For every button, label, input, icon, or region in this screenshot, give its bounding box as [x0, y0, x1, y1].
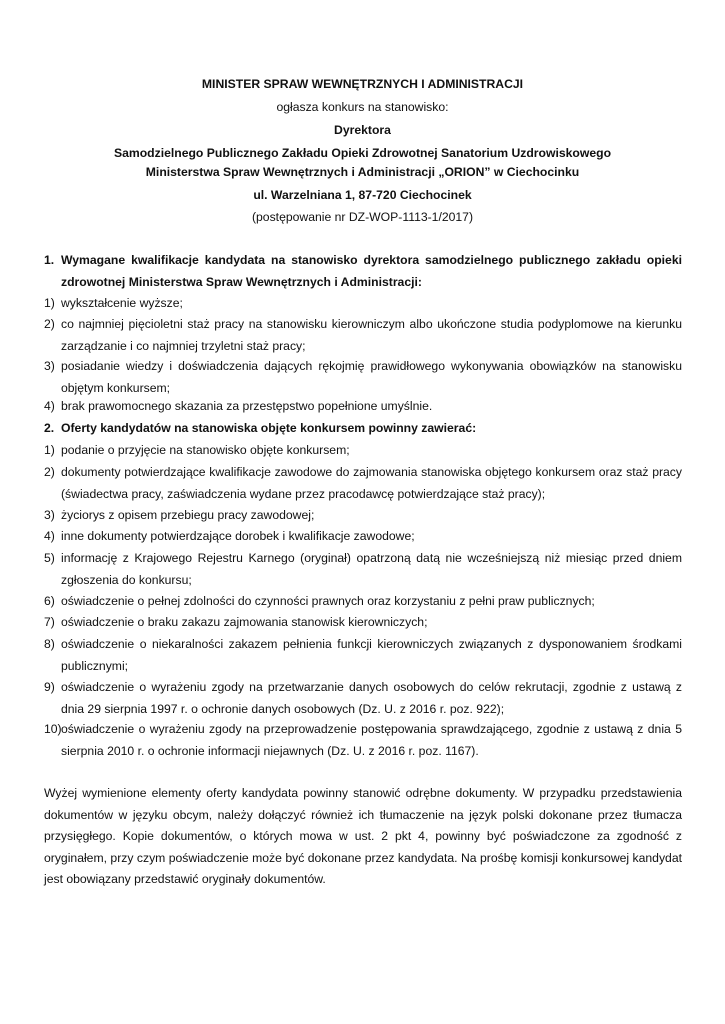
list-item [44, 356, 682, 399]
title-minister: MINISTER SPRAW WEWNĘTRZNYCH I ADMINISTRACJI [201, 77, 524, 91]
closing-paragraph: Wyżej wymienione elementy oferty kandydata powinny stanowić odrębne dokumenty. W przypadku przedstawienia dokumentów w języku obcym, należy dołączyć również ich tłumaczenie na język polski dokonane przez tłumacza przysięgłego. Kopie dokumentów, o których mowa w ust. 2 pkt 4, powinny być poświadczone za zgodność z oryginałem, przy czym poświadczenie może być dokonane przez kandydata. Na prośbę komisji konkursowej kandydat jest obowiązany przedstawić oryginały dokumentów. [44, 786, 682, 887]
list-item-number: 3) [44, 508, 55, 522]
list-item-number: 4) [44, 399, 55, 413]
list-item [44, 526, 682, 548]
section-1-heading [44, 250, 682, 293]
position-title: Dyrektora [334, 123, 391, 137]
list-item-number: 1) [44, 296, 55, 310]
list-item-number: 4) [44, 529, 55, 543]
list-item-text: co najmniej pięcioletni staż pracy na stanowisku kierowniczym albo ukończone studia podyplomowe na kierunku zarządzanie i co najmniej trzyletni staż pracy; [61, 317, 682, 353]
list-item [44, 548, 682, 591]
section-1-heading-text: Wymagane kwalifikacje kandydata na stanowisko dyrektora samodzielnego publicznego zakładu opieki zdrowotnej Ministerstwa Spraw Wewnętrznych i Administracji: [61, 253, 682, 289]
institution-name-line1: Samodzielnego Publicznego Zakładu Opieki Zdrowotnej Sanatorium Uzdrowiskowego [113, 146, 612, 160]
list-item-text: informację z Krajowego Rejestru Karnego (oryginał) opatrzoną datą nie wcześniejszą niż miesiąc przed dniem zgłoszenia do konkursu; [61, 551, 682, 587]
list-item-number: 1) [44, 443, 55, 457]
institution-address: ul. Warzelniana 1, 87-720 Ciechocinek [253, 188, 472, 202]
list-item-text: posiadanie wiedzy i doświadczenia dających rękojmię prawidłowego wykonywania obowiązków na stanowisku objętym konkursem; [61, 359, 682, 395]
list-item-text: oświadczenie o braku zakazu zajmowania stanowisk kierowniczych; [61, 615, 428, 629]
list-item-number: 3) [44, 359, 55, 373]
list-item [44, 293, 682, 315]
list-item [44, 440, 682, 462]
section-1-number: 1. [44, 253, 55, 267]
section-2-heading-text: Oferty kandydatów na stanowiska objęte konkursem powinny zawierać: [61, 421, 477, 435]
list-item [44, 634, 682, 677]
list-item [44, 396, 682, 418]
list-item-text: oświadczenie o wyrażeniu zgody na przeprowadzenie postępowania sprawdzającego, zgodnie z ustawą z dnia 5 sierpnia 2010 r. o ochronie informacji niejawnych (Dz. U. z 2016 r. poz. 1167). [61, 722, 682, 758]
list-item [44, 677, 682, 720]
section-2-number: 2. [44, 421, 55, 435]
list-item-text: inne dokumenty potwierdzające dorobek i kwalifikacje zawodowe; [61, 529, 415, 543]
list-item-text: dokumenty potwierdzające kwalifikacje zawodowe do zajmowania stanowiska objętego konkursem oraz staż pracy (świadectwa pracy, zaświadczenia wydane przez pracodawcę potwierdzające staż pracy); [61, 465, 682, 501]
proceeding-number: (postępowanie nr DZ-WOP-1113-1/2017) [251, 210, 474, 224]
list-item [44, 612, 682, 634]
list-item-number: 2) [44, 465, 55, 479]
list-item-text: oświadczenie o niekaralności zakazem pełnienia funkcji kierowniczych związanych z dysponowaniem środkami publicznymi; [61, 637, 682, 673]
list-item-number: 2) [44, 317, 55, 331]
list-item [44, 719, 682, 762]
list-item-text: oświadczenie o wyrażeniu zgody na przetwarzanie danych osobowych do celów rekrutacji, zgodnie z ustawą z dnia 29 sierpnia 1997 r. o ochronie danych osobowych (Dz. U. z 2016 r. poz. 922); [61, 680, 682, 716]
list-item-text: brak prawomocnego skazania za przestępstwo popełnione umyślnie. [61, 399, 433, 413]
list-item-number: 6) [44, 594, 55, 608]
list-item [44, 505, 682, 527]
institution-name-line2: Ministerstwa Spraw Wewnętrznych i Administracji „ORION” w Ciechocinku [145, 165, 580, 179]
section-2-heading [44, 418, 682, 440]
list-item [44, 462, 682, 505]
list-item-number: 7) [44, 615, 55, 629]
list-item [44, 314, 682, 357]
list-item-text: oświadczenie o pełnej zdolności do czynności prawnych oraz korzystaniu z pełni praw publicznych; [61, 594, 595, 608]
list-item-number: 5) [44, 551, 55, 565]
list-item-text: wykształcenie wyższe; [61, 296, 183, 310]
list-item-number: 8) [44, 637, 55, 651]
list-item-number: 10) [44, 722, 62, 736]
list-item-text: podanie o przyjęcie na stanowisko objęte konkursem; [61, 443, 350, 457]
list-item-text: życiorys z opisem przebiegu pracy zawodowej; [61, 508, 315, 522]
list-item-number: 9) [44, 680, 55, 694]
subtitle-announcement: ogłasza konkurs na stanowisko: [276, 100, 449, 114]
list-item [44, 591, 682, 613]
